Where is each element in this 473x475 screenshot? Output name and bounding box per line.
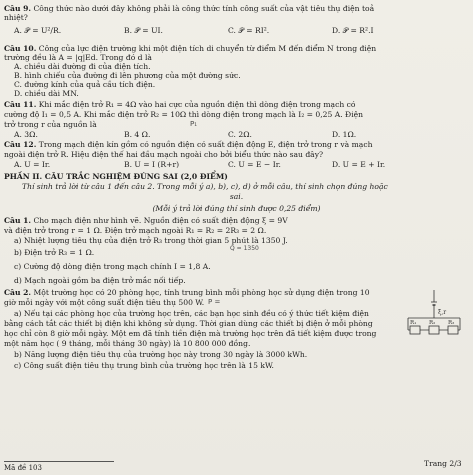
text-line-q9a: Câu 9. Công thức nào dưới đây không phải là công thức tính công suất của vật tiêu thụ điện toả — [4, 4, 375, 13]
circuit-r2-label: R₂ — [429, 320, 436, 326]
text-line-c1a: Câu 1. Cho mạch điện như hình vẽ. Nguồn điện có suất điện động ξ = 9V — [4, 216, 288, 225]
circuit-source-label: ξ,r — [438, 309, 447, 316]
text-line-c2sa4: một năm học ( 9 tháng, mỗi tháng 30 ngày) là 10 800 000 đồng. — [4, 339, 251, 348]
resistor-r1 — [410, 326, 420, 334]
text-line-c2sb: b) Năng lượng điện tiêu thụ của trường học này trong 30 ngày là 3000 kWh. — [14, 350, 308, 359]
footer-divider — [4, 461, 114, 462]
page-number: Trang 2/3 — [424, 459, 462, 468]
text-line-p2i3: (Mỗi ý trả lời đúng thí sinh được 0,25 điểm) — [152, 204, 321, 213]
text-line-q10b: trường đều là A = |q|Ed. Trong đó d là — [4, 53, 152, 62]
q12-option-1[interactable]: B. U = I (R+r) — [124, 160, 180, 169]
text-line-c2sa3: học chỉ còn 8 giờ mỗi ngày. Một em đã tính tiền điện mà trường học trên đã tiết kiệm được trong — [4, 329, 377, 338]
q11-option-1[interactable]: B. 4 Ω. — [124, 130, 151, 139]
q9-option-2[interactable]: C. 𝒫 = RI². — [228, 26, 270, 35]
text-line-c1sb: b) Điện trở R₃ = 1 Ω. — [14, 248, 95, 257]
text-line-c2b: giờ mỗi ngày với một công suất điện tiêu thụ 500 W. — [4, 298, 205, 307]
text-line-q12a: Câu 12. Trong mạch điện kín gồm có nguồn điện có suất điện động E, điện trở trong r và mạch — [4, 140, 373, 149]
text-line-c1sc: c) Cường độ dòng điện trong mạch chính I = 1,8 A. — [14, 262, 211, 271]
handwritten-note-c2: P = — [208, 298, 221, 306]
text-line-q9b: nhiệt? — [4, 13, 28, 22]
q11-option-0[interactable]: A. 3Ω. — [14, 130, 38, 139]
text-line-q11c: trở trong r của nguồn là — [4, 120, 97, 129]
text-line-c2sc: c) Công suất điện tiêu thụ trung bình của trường học trên là 15 kW. — [14, 361, 274, 370]
q9-option-1[interactable]: B. 𝒫 = UI. — [124, 26, 163, 35]
q9-option-0[interactable]: A. 𝒫 = U²/R. — [14, 26, 62, 35]
text-line-q10B: B. hình chiếu của đường đi lên phương của một đường sức. — [14, 71, 241, 80]
text-line-c2sa: a) Nếu tại các phòng học của trường học trên, các bạn học sinh đều có ý thức tiết kiệm điện — [14, 309, 369, 318]
text-line-q10a: Câu 10. Công của lực điện trường khi một điện tích di chuyển từ điểm M đến điểm N trong điện — [4, 44, 377, 53]
resistor-r3 — [448, 326, 458, 334]
exam-code: Mã đề 103 — [4, 464, 42, 472]
text-line-p2i2: sai. — [229, 192, 244, 201]
text-line-q10D: D. chiều dài MN. — [14, 89, 79, 98]
text-line-q11b: cường độ I₁ = 0,5 A. Khi mắc điện trở R₂ = 10Ω thì dòng điện trong mạch là I₂ = 0,25 A. Điện — [4, 110, 364, 119]
text-line-q10A: A. chiều dài đường đi của điện tích. — [14, 62, 151, 71]
circuit-diagram — [404, 288, 464, 344]
handwritten-note-q11: P₁ — [190, 120, 198, 128]
text-line-q10C: C. đường kính của quả cầu tích điện. — [14, 80, 156, 89]
q11-option-3[interactable]: D. 1Ω. — [332, 130, 357, 139]
text-line-c1sd: d) Mạch ngoài gồm ba điện trở mắc nối tiếp. — [14, 276, 186, 285]
handwritten-note-c1: Q = 1350 — [230, 245, 259, 252]
q12-option-3[interactable]: D. U = E + Ir. — [332, 160, 386, 169]
text-line-c1b: và điện trở trong r = 1 Ω. Điện trở mạch ngoài R₁ = R₂ = 2R₃ = 2 Ω. — [4, 226, 267, 235]
text-line-c2a: Câu 2. Một trường học có 20 phòng học, tính trung bình mỗi phòng học sử dụng điện trong 10 — [4, 288, 370, 297]
circuit-r1-label: R₁ — [410, 320, 417, 326]
text-line-c2sa2: bằng cách tắt các thiết bị điện khi không sử dụng. Thời gian dùng các thiết bị điện ở mỗi phòng — [4, 319, 373, 328]
q11-option-2[interactable]: C. 2Ω. — [228, 130, 252, 139]
q12-option-0[interactable]: A. U = Ir. — [14, 160, 51, 169]
q9-option-3[interactable]: D. 𝒫 = R².I — [332, 26, 374, 35]
resistor-r2 — [429, 326, 439, 334]
text-line-p2: PHẦN II. CÂU TRẮC NGHIỆM ĐÚNG SAI (2,0 ĐIỂM) — [4, 172, 228, 181]
text-line-p2i: Thí sinh trả lời từ câu 1 đến câu 2. Trong mỗi ý a), b), c), d) ở mỗi câu, thí sinh chọn đúng hoặc — [22, 182, 388, 191]
q12-option-2[interactable]: C. U = E − Ir. — [228, 160, 281, 169]
text-line-q12b: ngoài điện trở R. Hiệu điện thế hai đầu mạch ngoài cho bởi biểu thức nào sau đây? — [4, 150, 324, 159]
text-line-c1sa: a) Nhiệt lượng tiêu thụ của điện trở R₃ trong thời gian 5 phút là 1350 J. — [14, 236, 288, 245]
text-line-q11a: Câu 11. Khi mắc điện trở R₁ = 4Ω vào hai cực của nguồn điện thì dòng điện trong mạch có — [4, 100, 356, 109]
circuit-r3-label: R₃ — [448, 320, 455, 326]
